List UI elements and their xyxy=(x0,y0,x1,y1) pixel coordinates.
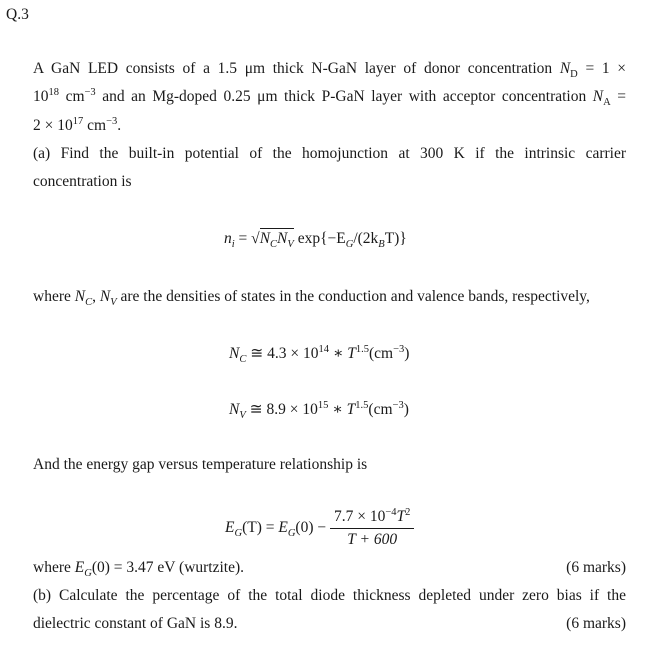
nd-symbol: $N_D$ xyxy=(559,60,578,81)
part-a-line-2: concentration is xyxy=(33,173,132,190)
part-b-line-1: (b) Calculate the percentage of the total diode thickness depleted under zero bias if the xyxy=(33,587,626,604)
part-a-marks: (6 marks) xyxy=(566,559,626,576)
na-symbol: $N_A$ xyxy=(592,88,611,109)
sqrt-icon: √ xyxy=(251,230,260,247)
nd-value: $10^{18}$ $cm^{-3}$ xyxy=(33,86,96,105)
na-equals: = xyxy=(617,88,627,105)
na-value: $2 \times 10^{17}$ $cm^{-3}$. xyxy=(33,115,122,134)
eg-equation: $E_G(T) = E_G(0)$ − $\frac{7.7 \times 10^{-4}T^2}{T + 600}$ xyxy=(225,508,414,549)
where-eg: where $E_G(0) = 3.47$ eV (wurtzite). xyxy=(33,559,245,580)
nd-equals: = 1 × xyxy=(585,60,627,77)
question-number: Q.3 xyxy=(6,6,29,23)
intro-line-1 xyxy=(33,60,627,81)
energy-gap-intro: And the energy gap versus temperature relationship is xyxy=(33,456,368,473)
intro-line-2-text: and an Mg-doped 0.25 μm thick P-GaN layer with acceptor concentration xyxy=(102,88,587,105)
eg-fraction: $\frac{7.7 \times 10^{-4}T^2}{T + 600}$ xyxy=(330,508,414,549)
where-nc-nv: where $N_C$, $N_V$ are the densities of states in the conduction and valence bands, respectively, xyxy=(33,288,590,309)
intro-line-1-text: A GaN LED consists of a 1.5 μm thick N-GaN layer of donor concentration xyxy=(33,60,553,77)
intro-line-2 xyxy=(33,86,627,109)
nc-equation: $N_C$ ≅ $4.3 \times 10^{14}$ ∗ $T^{1.5}(cm^{-3})$ xyxy=(229,343,410,366)
part-b-line-2: dielectric constant of GaN is 8.9. xyxy=(33,615,238,632)
part-b-marks: (6 marks) xyxy=(566,615,626,632)
nv-equation: $N_V$ ≅ $8.9 \times 10^{15}$ ∗ $T^{1.5}(cm^{-3})$ xyxy=(229,399,409,422)
ni-equation: $n_i = √N_CN_V$ $\exp\{-E_G/(2k_BT)\}$ xyxy=(224,230,407,251)
part-a-line-1: (a) Find the built-in potential of the homojunction at 300 K if the intrinsic carrier xyxy=(33,145,626,162)
